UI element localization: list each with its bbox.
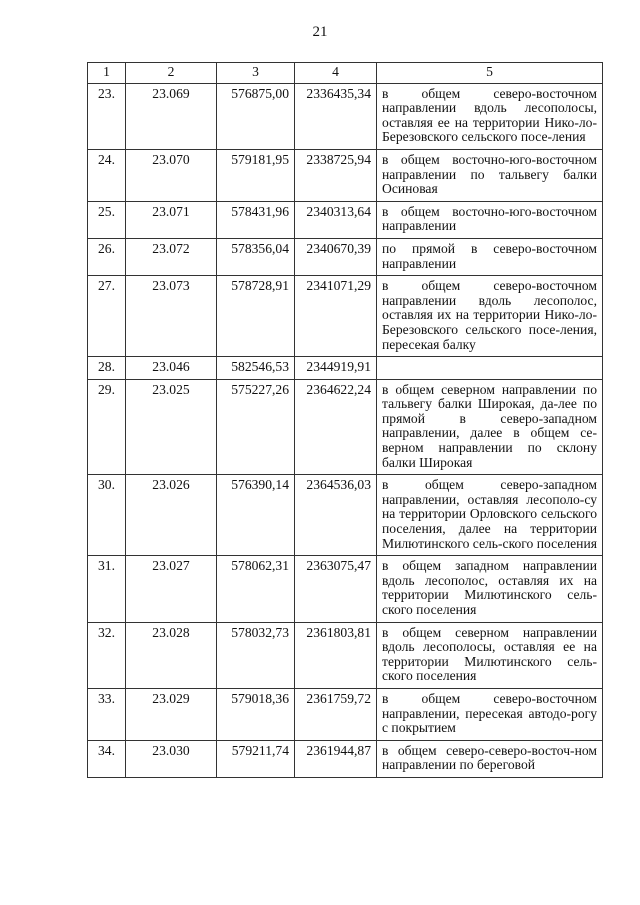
header-cell: 4: [295, 63, 377, 84]
point-id-cell: 23.072: [126, 238, 217, 275]
x-coordinate-cell: 576390,14: [217, 475, 295, 556]
row-number-cell: 33.: [88, 688, 126, 740]
row-number-cell: 24.: [88, 149, 126, 201]
x-coordinate-cell: 578062,31: [217, 556, 295, 622]
row-number-cell: 23.: [88, 83, 126, 149]
table-row: [88, 622, 603, 688]
y-coordinate-cell: 2364622,24: [295, 379, 377, 475]
boundary-description-cell: в общем восточно-юго-восточном направлении по тальвегу балки Осиновая: [377, 149, 603, 201]
x-coordinate-cell: 579018,36: [217, 688, 295, 740]
x-coordinate-cell: 575227,26: [217, 379, 295, 475]
y-coordinate-cell: 2364536,03: [295, 475, 377, 556]
y-coordinate-cell: 2340670,39: [295, 238, 377, 275]
point-id-cell: 23.028: [126, 622, 217, 688]
point-id-cell: 23.046: [126, 357, 217, 380]
y-coordinate-cell: 2361944,87: [295, 740, 377, 777]
row-number-cell: 32.: [88, 622, 126, 688]
y-coordinate-cell: 2363075,47: [295, 556, 377, 622]
table-header-row: [88, 63, 603, 84]
boundary-description-cell: в общем северо-северо-восточ-ном направлении по береговой: [377, 740, 603, 777]
x-coordinate-cell: 582546,53: [217, 357, 295, 380]
header-cell: 2: [126, 63, 217, 84]
point-id-cell: 23.026: [126, 475, 217, 556]
table-row: [88, 357, 603, 380]
row-number-cell: 30.: [88, 475, 126, 556]
table-row: [88, 83, 603, 149]
y-coordinate-cell: 2344919,91: [295, 357, 377, 380]
y-coordinate-cell: 2338725,94: [295, 149, 377, 201]
boundary-description-cell: по прямой в северо-восточном направлении: [377, 238, 603, 275]
page-number: 21: [312, 24, 328, 40]
table-row: [88, 238, 603, 275]
y-coordinate-cell: 2341071,29: [295, 276, 377, 357]
header-cell: 1: [88, 63, 126, 84]
row-number-cell: 31.: [88, 556, 126, 622]
boundary-description-cell: [377, 357, 603, 380]
boundary-description-cell: в общем северо-восточном направлении вдоль лесополос, оставляя их на территории Нико-ло-Березовского сельского посе-ления, пересекая балку: [377, 276, 603, 357]
point-id-cell: 23.070: [126, 149, 217, 201]
boundary-description-cell: в общем западном направлении вдоль лесополос, оставляя их на территории Милютинского сель-ского поселения: [377, 556, 603, 622]
point-id-cell: 23.069: [126, 83, 217, 149]
boundary-description-cell: в общем восточно-юго-восточном направлении: [377, 201, 603, 238]
y-coordinate-cell: 2340313,64: [295, 201, 377, 238]
point-id-cell: 23.073: [126, 276, 217, 357]
y-coordinate-cell: 2361803,81: [295, 622, 377, 688]
row-number-cell: 25.: [88, 201, 126, 238]
x-coordinate-cell: 578356,04: [217, 238, 295, 275]
table-row: [88, 740, 603, 777]
y-coordinate-cell: 2361759,72: [295, 688, 377, 740]
point-id-cell: 23.071: [126, 201, 217, 238]
x-coordinate-cell: 578032,73: [217, 622, 295, 688]
boundary-description-cell: в общем северном направлении вдоль лесополосы, оставляя ее на территории Милютинского сель-ского поселения: [377, 622, 603, 688]
table-row: [88, 276, 603, 357]
point-id-cell: 23.025: [126, 379, 217, 475]
boundary-table: [87, 62, 603, 778]
row-number-cell: 28.: [88, 357, 126, 380]
point-id-cell: 23.030: [126, 740, 217, 777]
y-coordinate-cell: 2336435,34: [295, 83, 377, 149]
header-cell: 5: [377, 63, 603, 84]
x-coordinate-cell: 579181,95: [217, 149, 295, 201]
row-number-cell: 26.: [88, 238, 126, 275]
row-number-cell: 34.: [88, 740, 126, 777]
x-coordinate-cell: 578431,96: [217, 201, 295, 238]
x-coordinate-cell: 579211,74: [217, 740, 295, 777]
table-row: [88, 379, 603, 475]
table-row: [88, 475, 603, 556]
boundary-description-cell: в общем северо-восточном направлении, пересекая автодо-рогу с покрытием: [377, 688, 603, 740]
boundary-description-cell: в общем северо-восточном направлении вдоль лесополосы, оставляя ее на территории Нико-ло-Березовского сельского посе-ления: [377, 83, 603, 149]
point-id-cell: 23.027: [126, 556, 217, 622]
row-number-cell: 27.: [88, 276, 126, 357]
table-row: [88, 149, 603, 201]
header-cell: 3: [217, 63, 295, 84]
x-coordinate-cell: 576875,00: [217, 83, 295, 149]
x-coordinate-cell: 578728,91: [217, 276, 295, 357]
table-row: [88, 556, 603, 622]
row-number-cell: 29.: [88, 379, 126, 475]
table-row: [88, 688, 603, 740]
boundary-description-cell: в общем северо-западном направлении, оставляя лесополо-су на территории Орловского сельского поселения, далее на территории Милютинского сель-ского поселения: [377, 475, 603, 556]
point-id-cell: 23.029: [126, 688, 217, 740]
boundary-description-cell: в общем северном направлении по тальвегу балки Широкая, да-лее по прямой в северо-западном направлении, далее в общем се-верном направлении по склону балки Широкая: [377, 379, 603, 475]
table-row: [88, 201, 603, 238]
